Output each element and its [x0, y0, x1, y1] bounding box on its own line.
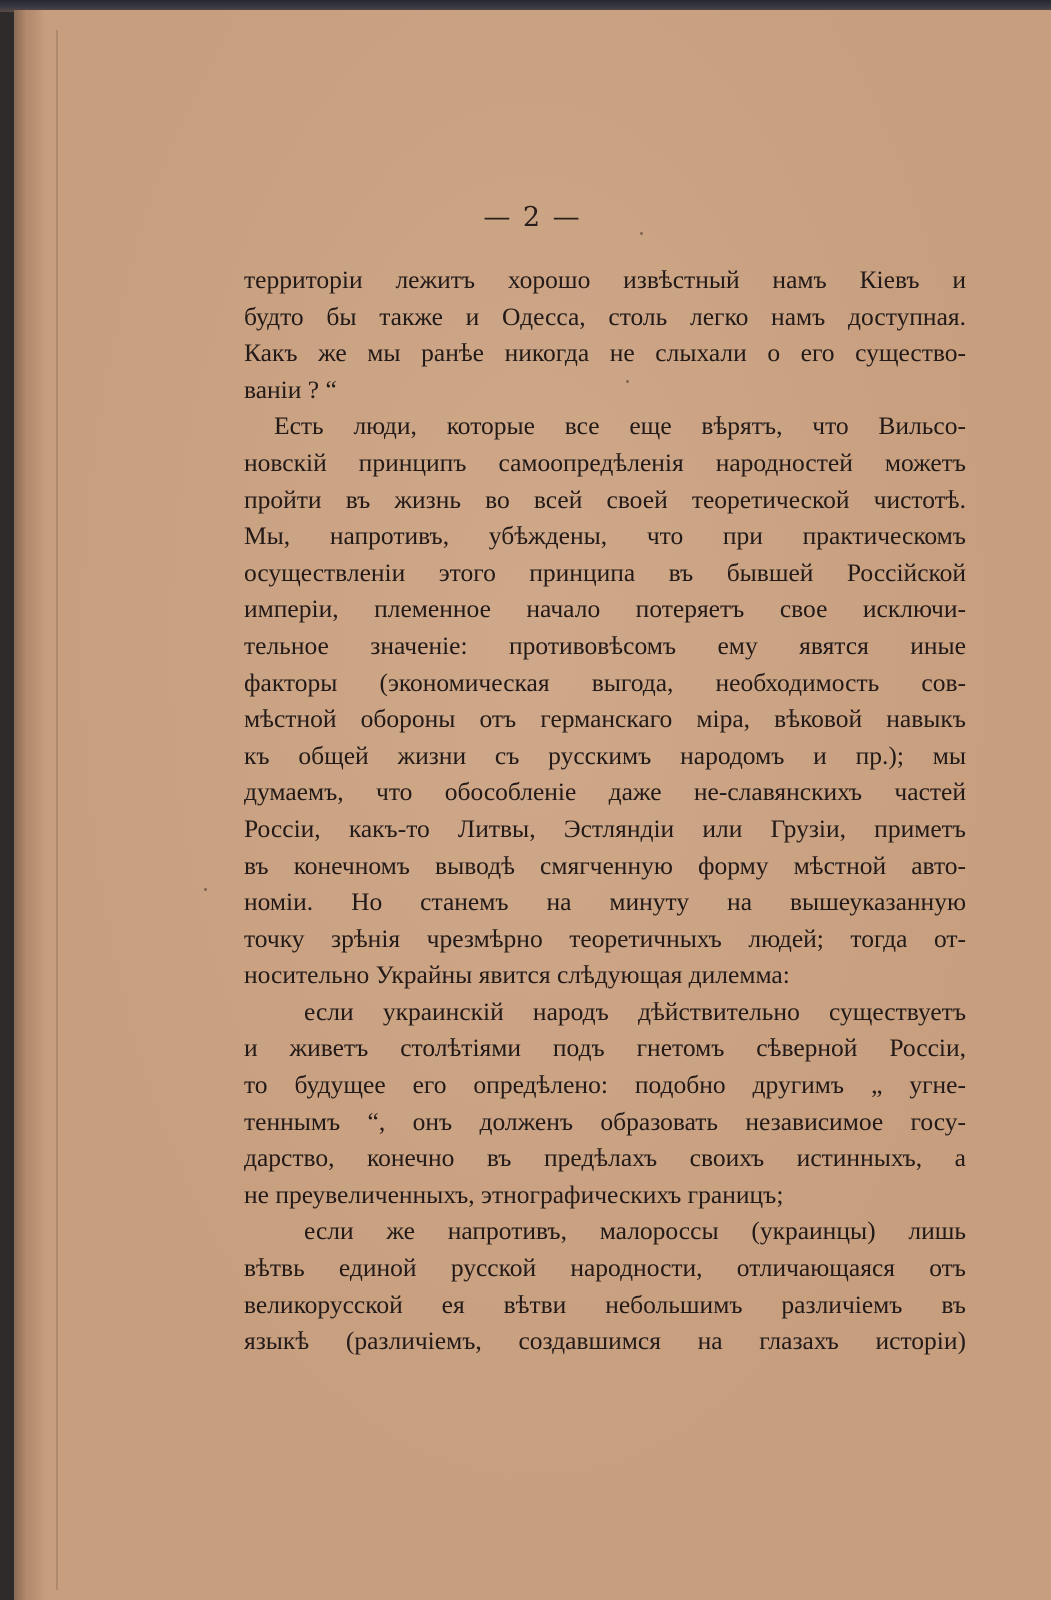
book-page	[14, 10, 1051, 1600]
body-text	[244, 262, 966, 1360]
text-line: пройти въ жизнь во всей своей теоретической чистотѣ.	[244, 484, 966, 514]
paper-speck	[640, 232, 643, 235]
text-line: Есть люди, которые все еще вѣрятъ, что Вильсо-	[274, 411, 966, 441]
page-number: — 2 —	[483, 202, 582, 233]
text-line: мѣстной обороны отъ германскаго мiра, вѣковой навыкъ	[244, 704, 966, 734]
text-line: Какъ же мы ранѣе никогда не слыхали о его существо-	[244, 338, 966, 368]
paper-speck	[204, 888, 207, 891]
text-line: осуществленiи этого принципа въ бывшей Россiйской	[244, 557, 966, 587]
text-line: то будущее его опредѣлено: подобно другимъ „ угне-	[244, 1070, 966, 1100]
paper-speck	[626, 380, 629, 383]
text-line: Мы, напротивъ, убѣждены, что при практическомъ	[244, 521, 966, 551]
text-line: теннымъ “, онъ долженъ образовать независимое госу-	[244, 1106, 966, 1136]
text-line: Россiи, какъ-то Литвы, Эстляндiи или Грузiи, приметъ	[244, 813, 966, 843]
text-line: номiи. Но станемъ на минуту на вышеуказанную	[244, 887, 966, 917]
text-line: дарство, конечно въ предѣлахъ своихъ истинныхъ, а	[244, 1143, 966, 1173]
text-line: имперiи, племенное начало потеряетъ свое исключи-	[244, 594, 966, 624]
text-line: думаемъ, что обособленiе даже не-славянскихъ частей	[244, 777, 966, 807]
text-line: и живетъ столѣтiями подъ гнетомъ сѣверной Россiи,	[244, 1033, 966, 1063]
text-line: территорiи лежитъ хорошо извѣстный намъ Кiевъ и	[244, 265, 966, 294]
text-line: если украинскiй народъ дѣйствительно существуетъ	[304, 996, 966, 1026]
text-line: языкѣ (различiемъ, создавшимся на глазахъ исторiи)	[244, 1326, 966, 1356]
page-crease	[56, 30, 58, 1590]
text-line: тельное значенiе: противовѣсомъ ему явятся иные	[244, 630, 966, 660]
text-line: новскiй принципъ самоопредѣленiя народностей можетъ	[244, 447, 966, 477]
text-line: если же напротивъ, малороссы (украинцы) лишь	[304, 1216, 966, 1246]
text-line: точку зрѣнiя чрезмѣрно теоретичныхъ людей; тогда от-	[244, 923, 966, 953]
text-line: не преувеличенныхъ, этнографическихъ границъ;	[244, 1179, 784, 1209]
text-line: будто бы также и Одесса, столь легко намъ доступная.	[244, 301, 966, 331]
text-line: факторы (экономическая выгода, необходимость сов-	[244, 667, 966, 697]
text-line: носительно Украйны явится слѣдующая дилемма:	[244, 960, 790, 990]
text-line: вѣтвь единой русской народности, отличающаяся отъ	[244, 1253, 966, 1283]
text-line: въ конечномъ выводѣ смягченную форму мѣстной авто-	[244, 850, 966, 880]
text-line: великорусской ея вѣтви небольшимъ различiемъ въ	[244, 1289, 966, 1319]
page-binding-shadow	[14, 10, 46, 1600]
text-line: ванiи ? “	[244, 374, 337, 404]
text-line: къ общей жизни съ русскимъ народомъ и пр.); мы	[244, 740, 966, 770]
